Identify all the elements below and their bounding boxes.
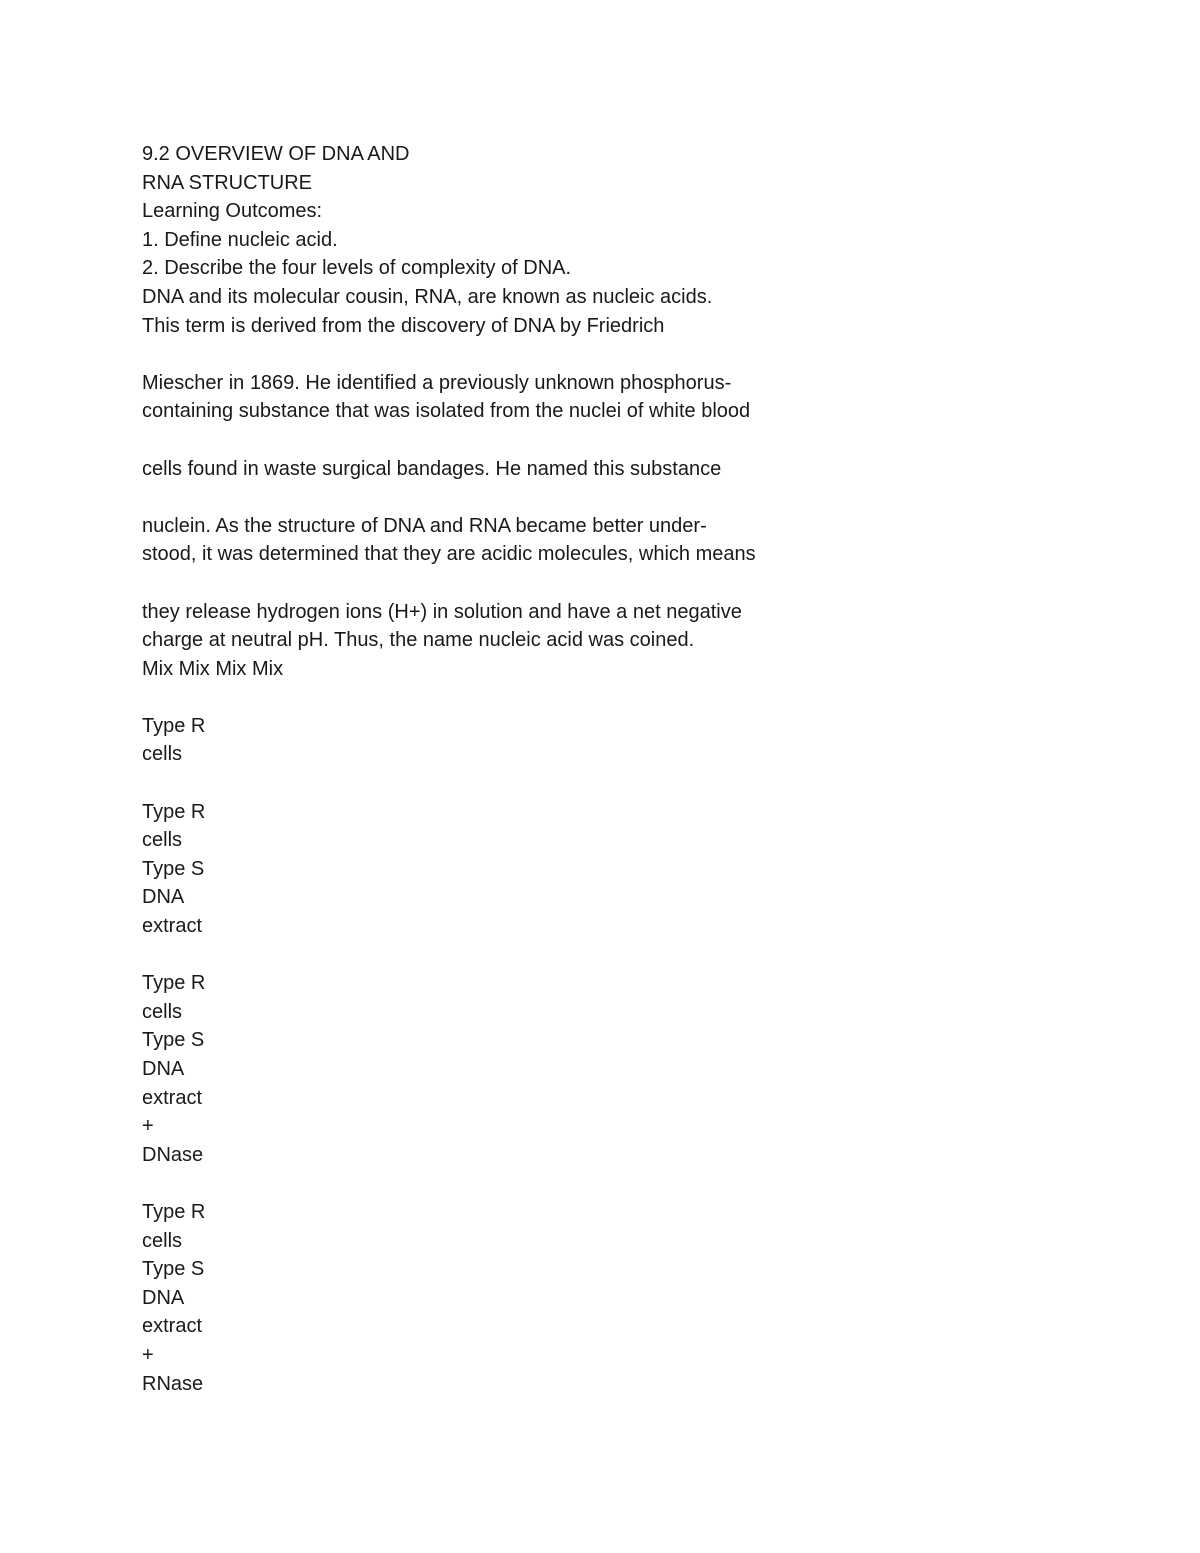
paragraph-line: they release hydrogen ions (H+) in solution and have a net negative xyxy=(142,600,742,623)
figure-label: DNase xyxy=(142,1143,204,1166)
figure-label: Type R xyxy=(142,1200,206,1223)
heading-line-1: 9.2 OVERVIEW OF DNA AND xyxy=(142,143,410,165)
figure-label: RNase xyxy=(142,1372,204,1395)
figure-label: extract xyxy=(142,1315,203,1338)
paragraph-line: stood, it was determined that they are acidic molecules, which means xyxy=(142,543,756,566)
paragraph-line: DNA and its molecular cousin, RNA, are known as nucleic acids. xyxy=(142,285,713,308)
paragraph-line: cells found in waste surgical bandages. He named this substance xyxy=(142,457,722,480)
figure-label: DNA xyxy=(142,1058,185,1080)
blank-line xyxy=(142,769,1142,798)
blank-line xyxy=(142,941,1142,970)
figure-label: Type R xyxy=(142,972,206,995)
blank-line xyxy=(142,340,1142,369)
blank-line xyxy=(142,683,1142,712)
figure-label: Type S xyxy=(142,1029,205,1052)
figure-label: cells xyxy=(142,1229,183,1252)
figure-label: DNA xyxy=(142,1286,185,1309)
figure-label: Type S xyxy=(142,857,205,880)
figure-label: Type R xyxy=(142,714,206,737)
figure-label: cells xyxy=(142,743,183,766)
figure-label: cells xyxy=(142,829,183,852)
figure-label: cells xyxy=(142,1000,183,1023)
paragraph-line: Miescher in 1869. He identified a previously unknown phosphorus- xyxy=(142,371,732,394)
blank-line xyxy=(142,426,1142,455)
document-body xyxy=(142,140,1142,1398)
figure-label: extract xyxy=(142,1086,203,1109)
figure-label: + xyxy=(142,1115,154,1138)
figure-label: extract xyxy=(142,915,203,938)
blank-line xyxy=(142,1169,1142,1198)
paragraph-line: This term is derived from the discovery of DNA by Friedrich xyxy=(142,314,665,337)
figure-mix-labels: Mix Mix Mix Mix xyxy=(142,657,284,680)
figure-label: + xyxy=(142,1343,154,1366)
outcome-2: 2. Describe the four levels of complexity of DNA. xyxy=(142,257,572,280)
blank-line xyxy=(142,569,1142,598)
figure-label: DNA xyxy=(142,886,185,909)
figure-label: Type S xyxy=(142,1258,205,1281)
paragraph-line: charge at neutral pH. Thus, the name nucleic acid was coined. xyxy=(142,629,695,652)
figure-label: Type R xyxy=(142,800,206,823)
heading-line-2: RNA STRUCTURE xyxy=(142,171,313,194)
learning-outcomes-label: Learning Outcomes: xyxy=(142,200,323,223)
blank-line xyxy=(142,483,1142,512)
paragraph-line: containing substance that was isolated from the nuclei of white blood xyxy=(142,400,751,423)
paragraph-line: nuclein. As the structure of DNA and RNA became better under- xyxy=(142,514,707,537)
outcome-1: 1. Define nucleic acid. xyxy=(142,228,338,251)
